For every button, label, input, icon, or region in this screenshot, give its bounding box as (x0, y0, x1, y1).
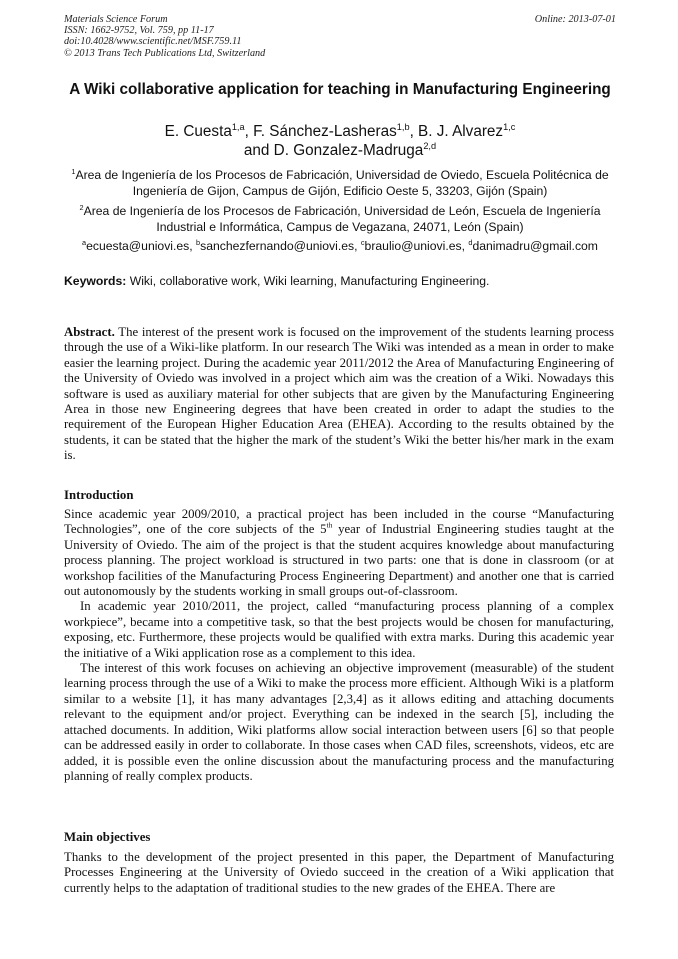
keywords-text: Wiki, collaborative work, Wiki learning, Manufacturing Engineering. (129, 274, 490, 288)
section-heading-introduction: Introduction (64, 488, 134, 502)
ordinal-sup: th (326, 521, 333, 531)
journal-issn: ISSN: 1662-9752, Vol. 759, pp 11-17 (64, 25, 214, 37)
affiliation-text: Area de Ingeniería de los Procesos de Fabricación, Universidad de León, Escuela de Ingeniería Industrial e Informática, Campus de Vegazana, 24071, León (Spain) (83, 204, 601, 234)
author-list (64, 122, 616, 160)
keywords (64, 273, 616, 289)
author-name: and D. Gonzalez-Madruga (243, 142, 424, 159)
author-name: , F. Sánchez-Lasheras (244, 123, 397, 140)
paragraph: In academic year 2010/2011, the project, called “manufacturing process planning of a complex workpiece”, became into a competitive task, so that the best projects would be chosen for manufacturing, exposing, etc. Furthermore, these projects would be qualified with extra marks. During this academic year the initiative of a Wiki application rose as a complement to this idea. (64, 599, 614, 660)
keywords-label: Keywords: (64, 274, 127, 288)
paragraph: The interest of this work focuses on achieving an objective improvement (measurable) of the student learning process through the use of a Wiki to make the process more efficient. Although Wiki is a platform similar to a website [1], it has many advantages [2,3,4] as it allows editing and attaching documents relevant to the equipment and/or project. Everything can be indexed in the search [5], including the attached documents. In addition, Wiki platforms allow social interaction between users [6] so that people can be addressed easily in order to collaborate. In those cases when CAD files, screenshots, videos, etc are added, it is possible even the online discussion about the manufacturing process and the manufacturing planning of really complex products. (64, 661, 614, 783)
paper-title: A Wiki collaborative application for teaching in Manufacturing Engineering (69, 81, 611, 98)
email-address[interactable]: ecuesta@uniovi.es, (86, 239, 193, 253)
paragraph-text: year of Industrial Engineering studies taught at the University of Oviedo. The aim of the project is that the student acquires knowledge about manufacturing process planning. The project workload is structured in two parts: one that is done in classroom (or at workshop facilities of the Manufacturing Process Engineering Department) and another one that is carried out autonomously by the students working in small groups out-of-classroom. (64, 522, 614, 599)
email-sup: a (82, 237, 87, 247)
email-address[interactable]: sanchezfernando@uniovi.es, (200, 239, 358, 253)
affiliation-sup: 1 (71, 166, 76, 176)
journal-doi: doi:10.4028/www.scientific.net/MSF.759.11 (64, 36, 242, 48)
affiliation-sup: 2 (79, 202, 84, 212)
paragraph (64, 507, 614, 599)
author-name: E. Cuesta (164, 123, 232, 140)
author-sup: 1,b (396, 121, 410, 132)
email-list (64, 238, 616, 254)
abstract-text: The interest of the present work is focused on the improvement of the students learning process through the use of a Wiki-like platform. In our research The Wiki was intended as a mean in order to make easier the learning project. During the academic year 2011/2012 the Area of Manufacturing Engineering of the University of Oviedo was involved in a project which aim was the creation of a Wiki. Nowadays this software is used as auxiliary material for other subjects that are given by the Manufacturing Engineering Area in those new Engineering degrees that have been created in order to adapt the studies to the requirement of the European Higher Education Area (EHEA). According to the results obtained by the students, it can be stated that the higher the mark of the student’s Wiki the better his/her mark in the exam is. (64, 325, 615, 463)
paragraph: Thanks to the development of the project presented in this paper, the Department of Manufacturing Processes Engineering at the University of Oviedo succeed in the creation of a Wiki application that currently helps to the adaptation of traditional studies to the new grades of the EHEA. There are (64, 850, 614, 895)
abstract (64, 325, 614, 464)
online-date: Online: 2013-07-01 (534, 14, 616, 25)
affiliation-text: Area de Ingeniería de los Procesos de Fabricación, Universidad de Oviedo, Escuela Politécnica de Ingeniería de Gijon, Campus de Gijón, Edificio Oeste 5, 33203, Gijón (Spain) (75, 168, 609, 198)
email-sup: d (468, 237, 473, 247)
author-sup: 1,c (503, 121, 516, 132)
journal-copyright: © 2013 Trans Tech Publications Ltd, Switzerland (64, 47, 266, 59)
affiliation-1 (64, 167, 616, 199)
author-sup: 1,a (231, 121, 245, 132)
journal-name: Materials Science Forum (64, 14, 168, 25)
section-heading-objectives: Main objectives (64, 830, 151, 844)
email-address[interactable]: braulio@uniovi.es, (364, 239, 465, 253)
paragraph-text: Since academic year 2009/2010, a practical project has been included in the course “Manufacturing Technologies”, one of the core subjects of the 5 (64, 507, 614, 537)
email-address[interactable]: danimadru@gmail.com (472, 239, 598, 253)
email-sup: c (360, 237, 365, 247)
author-sup: 2,d (423, 140, 437, 151)
affiliation-2 (64, 203, 616, 235)
email-sup: b (196, 237, 201, 247)
journal-header (64, 14, 616, 59)
author-name: , B. J. Alvarez (409, 123, 504, 140)
abstract-label: Abstract. (64, 325, 115, 339)
objectives-body (64, 850, 614, 896)
introduction-body (64, 507, 614, 784)
